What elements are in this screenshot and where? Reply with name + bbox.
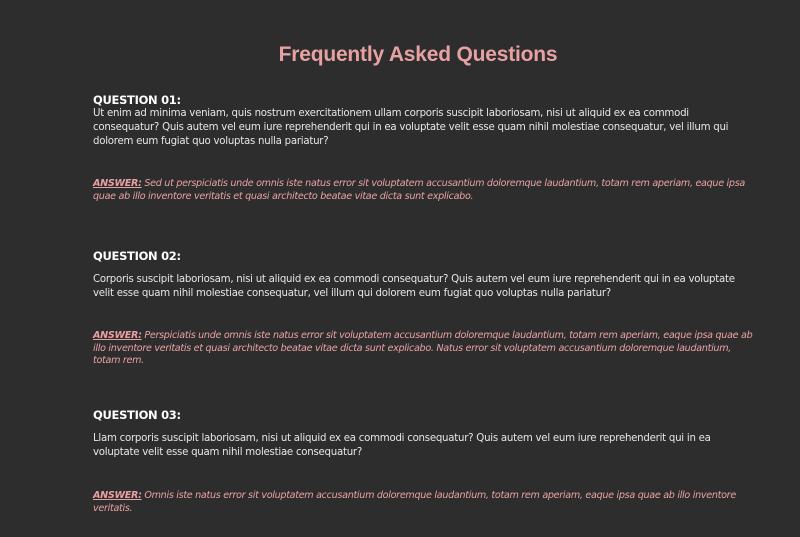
answer-text: Perspiciatis unde omnis iste natus error sit voluptatem accusantium doloremque laudantium, totam rem aperiam, eaque ipsa quae ab illo inventore veritatis et quasi architecto beatae vitae dicta sunt explicabo. Natus error sit voluptatem accusantium doloremque laudantium, totam rem.	[93, 330, 753, 366]
question-text: Corporis suscipit laboriosam, nisi ut aliquid ex ea commodi consequatur? Quis autem vel eum iure reprehenderit qui in ea voluptate velit esse quam nihil molestiae consequatur, vel illum qui dolorem eum fugiat quo voluptas nulla pariatur?	[93, 274, 735, 299]
answer-label: ANSWER:	[93, 178, 142, 189]
answer-block	[93, 490, 753, 515]
answer-label: ANSWER:	[93, 490, 142, 501]
question-text: Ut enim ad minima veniam, quis nostrum exercitationem ullam corporis suscipit laboriosam, nisi ut aliquid ex ea commodi consequatur? Quis autem vel eum iure reprehenderit qui in ea voluptate velit esse quam nihil molestiae consequatur, vel illum qui dolorem eum fugiat quo voluptas nulla pariatur?	[93, 108, 729, 147]
answer-label: ANSWER:	[93, 330, 142, 341]
page-title: Frequently Asked Questions	[278, 43, 558, 67]
answer-block	[93, 178, 753, 203]
question-label: QUESTION 01:	[93, 93, 181, 107]
answer-text: Omnis iste natus error sit voluptatem accusantium doloremque laudantium, totam rem aperiam, eaque ipsa quae ab illo inventore veritatis.	[93, 490, 736, 514]
question-label: QUESTION 03:	[93, 408, 181, 422]
question-text: Llam corporis suscipit laboriosam, nisi ut aliquid ex ea commodi consequatur? Quis autem vel eum iure reprehenderit qui in ea voluptate velit esse quam nihil molestiae consequatur?	[93, 433, 711, 458]
faq-item-3	[93, 408, 753, 515]
answer-text: Sed ut perspiciatis unde omnis iste natus error sit voluptatem accusantium doloremque laudantium, totam rem aperiam, eaque ipsa quae ab illo inventore veritatis et quasi architecto beatae vitae dicta sunt explicabo.	[93, 178, 745, 202]
answer-block	[93, 330, 753, 368]
faq-item-1	[93, 93, 753, 203]
question-label: QUESTION 02:	[93, 249, 181, 263]
faq-item-2	[93, 249, 753, 368]
